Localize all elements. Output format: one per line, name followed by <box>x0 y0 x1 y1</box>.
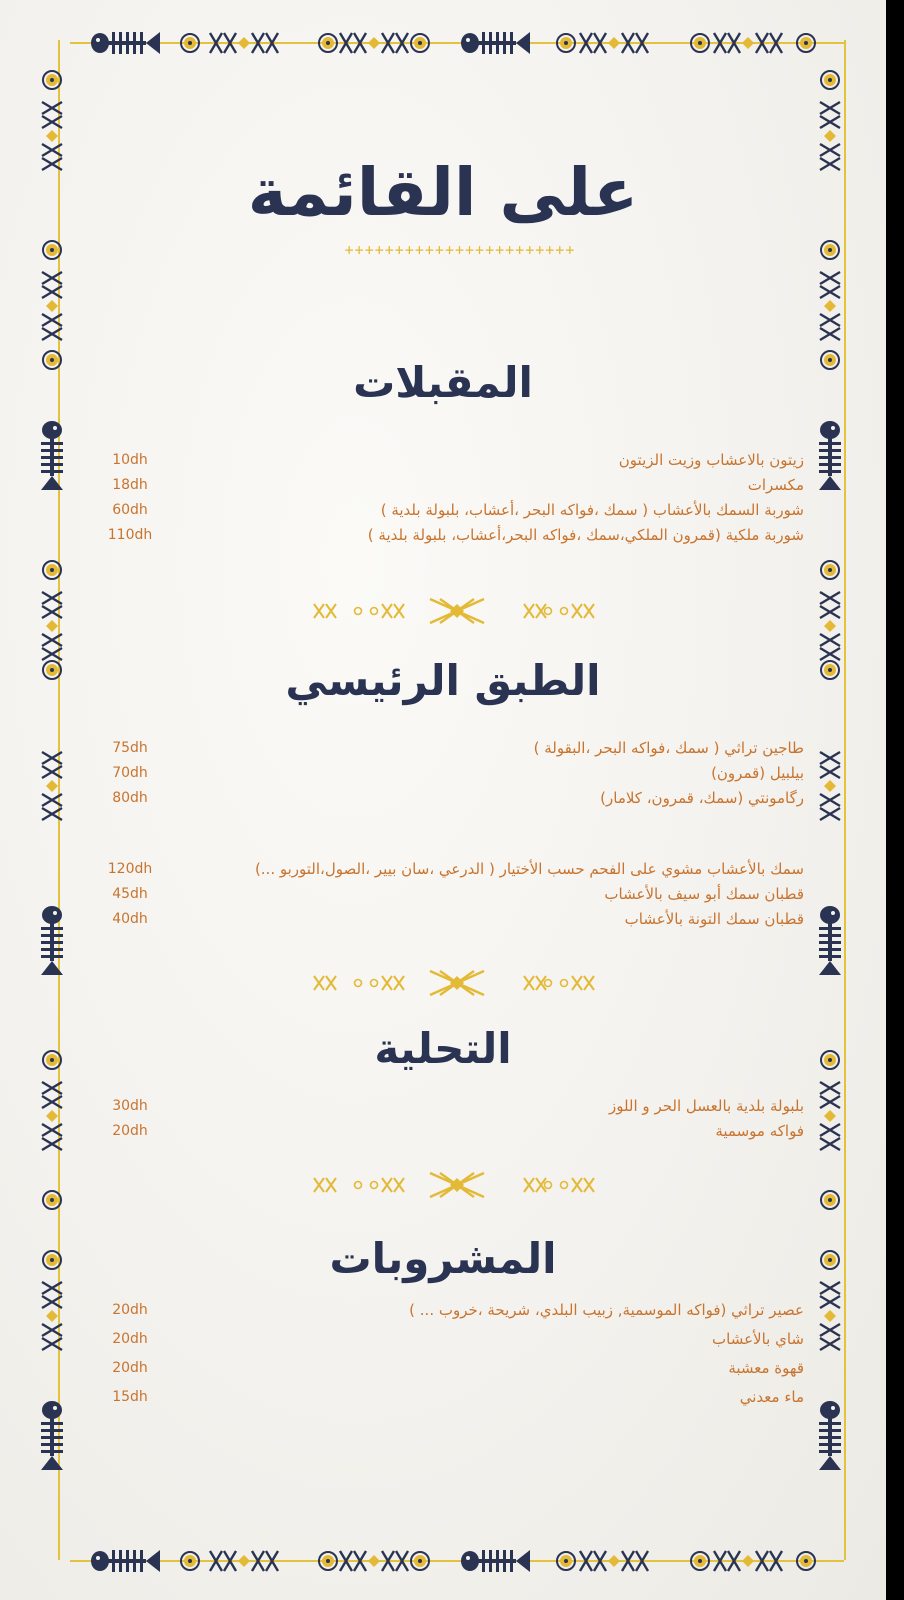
item-name: قطبان سمك التونة بالأعشاب <box>624 910 804 928</box>
menu-title: على القائمة <box>247 154 639 231</box>
section-title-appetizers: المقبلات <box>353 358 533 407</box>
item-name: ماء معدني <box>739 1388 804 1406</box>
menu-item <box>100 882 804 906</box>
item-name: سمك بالأعشاب مشوي على الفحم حسب الأختيار ( الدرعي ،سان بيير ،الصول،التوربو ...) <box>254 860 804 878</box>
item-price: 20dh <box>112 1360 148 1376</box>
cross-x-icon <box>338 1549 410 1573</box>
fish-skeleton-icon <box>815 1400 845 1500</box>
title-underline: +++++++++++++++++++++++ <box>344 241 576 259</box>
cross-x-icon <box>40 750 64 822</box>
menu-item <box>100 1119 804 1143</box>
fish-skeleton-icon <box>37 905 67 1005</box>
item-name: بلبولة بلدية بالعسل الحر و اللوز <box>608 1097 804 1115</box>
fish-skeleton-icon <box>460 28 530 58</box>
item-name: شوربة السمك بالأعشاب ( سمك ،فواكه البحر ،أعشاب، بلبولة بلدية ) <box>380 501 804 519</box>
cross-x-icon <box>40 1280 64 1352</box>
menu-item <box>100 448 804 472</box>
item-name: فواكه موسمية <box>715 1122 804 1140</box>
eye-diamond-icon <box>556 1551 576 1571</box>
section-title-main-course: الطبق الرئيسي <box>285 656 601 705</box>
cross-x-icon <box>208 31 280 55</box>
menu-item <box>100 761 804 785</box>
item-price: 120dh <box>107 861 153 877</box>
cross-x-icon <box>208 1549 280 1573</box>
item-price: 20dh <box>112 1331 148 1347</box>
menu-item <box>100 498 804 522</box>
fish-skeleton-icon <box>37 420 67 520</box>
cross-x-icon <box>818 1080 842 1152</box>
item-name: مكسرات <box>747 476 804 494</box>
eye-diamond-icon <box>410 33 430 53</box>
eye-diamond-icon <box>820 70 840 90</box>
eye-diamond-icon <box>796 1551 816 1571</box>
item-price: 40dh <box>112 911 148 927</box>
cross-x-icon <box>818 590 842 662</box>
item-price: 10dh <box>112 452 148 468</box>
item-name: رگامونتي (سمك، قمرون، كلامار) <box>600 789 804 807</box>
diamond-divider-icon <box>312 596 602 626</box>
item-name: عصير تراثي (فواكه الموسمية, زبيب البلدي، شريحة ،خروب ... ) <box>409 1301 804 1319</box>
item-price: 20dh <box>112 1302 148 1318</box>
page-edge <box>886 0 904 1600</box>
section-title-drinks: المشروبات <box>329 1234 557 1283</box>
eye-diamond-icon <box>820 560 840 580</box>
menu-item <box>100 1356 804 1380</box>
menu-item <box>100 473 804 497</box>
cross-x-icon <box>40 590 64 662</box>
eye-diamond-icon <box>820 240 840 260</box>
eye-diamond-icon <box>690 33 710 53</box>
fish-skeleton-icon <box>815 905 845 1005</box>
cross-x-icon <box>578 1549 650 1573</box>
eye-diamond-icon <box>180 1551 200 1571</box>
menu-item <box>100 907 804 931</box>
cross-x-icon <box>818 270 842 342</box>
item-price: 75dh <box>112 740 148 756</box>
menu-item <box>100 1094 804 1118</box>
cross-x-icon <box>578 31 650 55</box>
item-price: 70dh <box>112 765 148 781</box>
menu-item <box>100 857 804 881</box>
item-price: 110dh <box>107 527 153 543</box>
fish-skeleton-icon <box>460 1546 530 1576</box>
eye-diamond-icon <box>410 1551 430 1571</box>
cross-x-icon <box>40 270 64 342</box>
eye-diamond-icon <box>556 33 576 53</box>
item-name: طاجين تراثي ( سمك ،فواكه البحر ،البقولة ) <box>533 739 804 757</box>
fish-skeleton-icon <box>90 1546 160 1576</box>
item-price: 45dh <box>112 886 148 902</box>
eye-diamond-icon <box>42 560 62 580</box>
cross-x-icon <box>712 31 784 55</box>
diamond-divider-icon <box>312 968 602 998</box>
frame-line-right <box>844 40 846 1560</box>
eye-diamond-icon <box>42 70 62 90</box>
menu-item <box>100 523 804 547</box>
item-name: بيلبيل (قمرون) <box>711 764 804 782</box>
eye-diamond-icon <box>180 33 200 53</box>
item-price: 18dh <box>112 477 148 493</box>
menu-item <box>100 1327 804 1351</box>
eye-diamond-icon <box>318 1551 338 1571</box>
item-price: 80dh <box>112 790 148 806</box>
eye-diamond-icon <box>318 33 338 53</box>
item-price: 15dh <box>112 1389 148 1405</box>
cross-x-icon <box>818 1280 842 1352</box>
cross-x-icon <box>338 31 410 55</box>
item-price: 30dh <box>112 1098 148 1114</box>
fish-skeleton-icon <box>90 28 160 58</box>
eye-diamond-icon <box>690 1551 710 1571</box>
menu-item <box>100 1385 804 1409</box>
eye-diamond-icon <box>796 33 816 53</box>
fish-skeleton-icon <box>815 420 845 520</box>
cross-x-icon <box>40 1080 64 1152</box>
cross-x-icon <box>712 1549 784 1573</box>
menu-item <box>100 736 804 760</box>
eye-diamond-icon <box>820 1190 840 1210</box>
item-price: 60dh <box>112 502 148 518</box>
diamond-divider-icon <box>312 1170 602 1200</box>
fish-skeleton-icon <box>37 1400 67 1500</box>
item-name: زيتون بالاعشاب وزيت الزيتون <box>618 451 804 469</box>
cross-x-icon <box>818 750 842 822</box>
menu-item <box>100 1298 804 1322</box>
item-price: 20dh <box>112 1123 148 1139</box>
eye-diamond-icon <box>42 240 62 260</box>
section-title-desserts: التحلية <box>374 1024 512 1073</box>
item-name: شاي بالأعشاب <box>712 1330 804 1348</box>
item-name: قطبان سمك أبو سيف بالأعشاب <box>604 885 804 903</box>
menu-item <box>100 786 804 810</box>
eye-diamond-icon <box>42 1190 62 1210</box>
item-name: شوربة ملكية (قمرون الملكي،سمك ،فواكه البحر،أعشاب، بلبولة بلدية ) <box>367 526 804 544</box>
item-name: قهوة معشبة <box>728 1359 804 1377</box>
